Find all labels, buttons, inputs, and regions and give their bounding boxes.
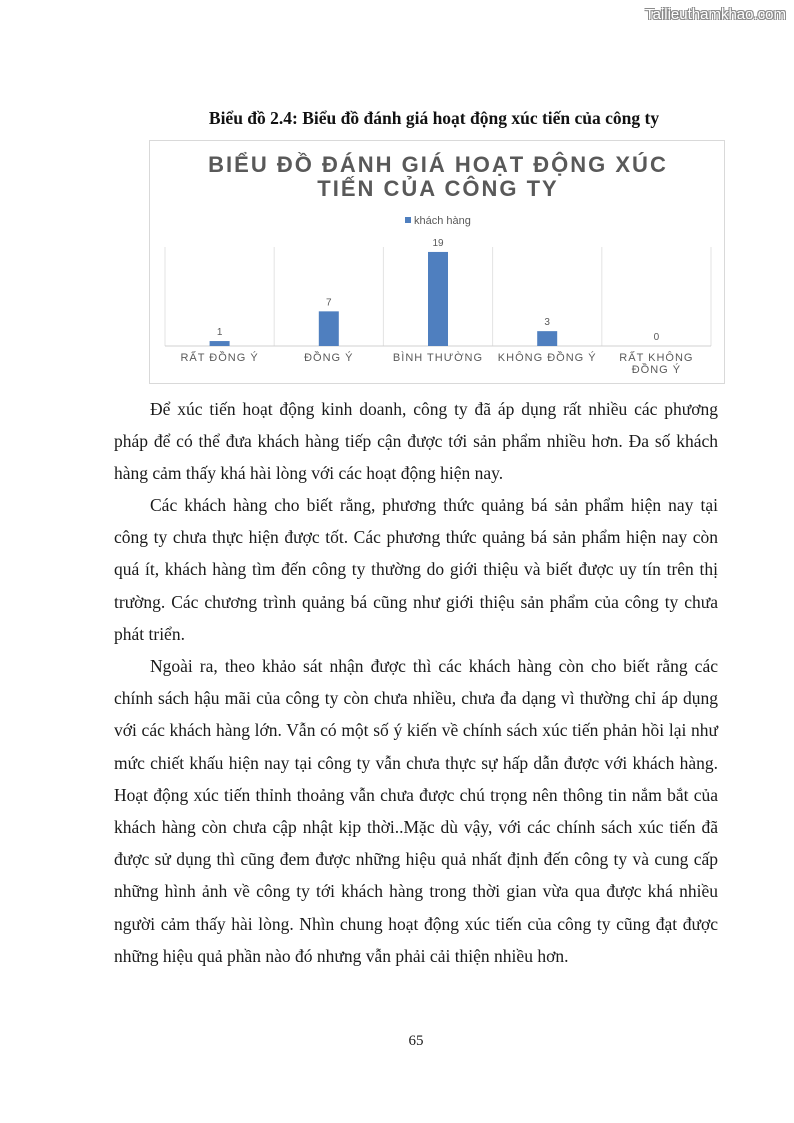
legend-label: khách hàng [414,215,471,227]
watermark: Tailieuthamkhao.com [645,6,786,23]
category-label-4: KHÔNG ĐỒNG Ý [497,352,597,364]
chart-title-line-2: TIẾN CỦA CÔNG TY [317,176,559,201]
figure-caption: Biểu đồ 2.4: Biểu đồ đánh giá hoạt động xúc tiến của công ty [208,108,660,128]
page-number: 65 [408,1033,424,1049]
bar-3 [428,252,448,346]
chart-title-line-1: BIỂU ĐỒ ĐÁNH GIÁ HOẠT ĐỘNG XÚC [208,152,668,177]
category-label-1: RẤT ĐỒNG Ý [180,352,259,364]
bar-4 [537,331,557,346]
category-label-5: RẤT KHÔNG [619,352,694,364]
data-label-3: 19 [432,237,444,249]
category-label-5: ĐỒNG Ý [631,364,682,376]
legend-swatch [405,217,411,223]
data-label-5: 0 [653,332,660,343]
bar-2 [319,311,339,346]
paragraph-1: Để xúc tiến hoạt động kinh doanh, công ty đã áp dụng rất nhiều các phương pháp để có thể đưa khách hàng tiếp cận được tới sản phẩm nhiều hơn. Đa số khách hàng cảm thấy khá hài lòng với các hoạt động hiện nay. [114,399,718,484]
data-label-1: 1 [216,327,223,339]
data-label-4: 3 [544,317,550,329]
paragraph-3: Ngoài ra, theo khảo sát nhận được thì các khách hàng còn cho biết rằng các chính sách hậu mãi của công ty còn chưa nhiều, chưa đa dạng vì thường chỉ áp dụng với các khách hàng lớn. Vẫn có một số ý kiến về chính sách xúc tiến phản hồi lại như mức chiết khấu hiện nay tại công ty vẫn chưa thực sự hấp dẫn được với khách hàng. Hoạt động xúc tiến thỉnh thoảng vẫn chưa được chú trọng nên thông tin nắm bắt của khách hàng còn chưa cập nhật kịp thời..Mặc dù vậy, với các chính sách xúc tiến đã được sử dụng thì cũng đem được những hiệu quả nhất định đến công ty và cung cấp những hình ảnh về công ty tới khách hàng trong thời gian vừa qua được khá nhiều người cảm thấy hài lòng. Nhìn chung hoạt động xúc tiến của công ty cũng đạt được những hiệu quả phần nào đó nhưng vẫn phải cải thiện nhiều hơn. [114,656,718,966]
bar-chart [149,140,725,384]
paragraph-2: Các khách hàng cho biết rằng, phương thức quảng bá sản phẩm hiện nay tại công ty chưa thực hiện được tốt. Các phương thức quảng bá sản phẩm hiện nay còn quá ít, khách hàng tìm đến công ty thường do giới thiệu và biết được uy tín trên thị trường. Các chương trình quảng bá cũng như giới thiệu sản phẩm của công ty chưa phát triển. [114,495,718,644]
category-label-2: ĐỒNG Ý [304,352,354,364]
category-label-3: BÌNH THƯỜNG [392,352,484,364]
data-label-2: 7 [326,297,332,309]
bar-1 [210,341,230,346]
chart-canvas [150,141,726,385]
